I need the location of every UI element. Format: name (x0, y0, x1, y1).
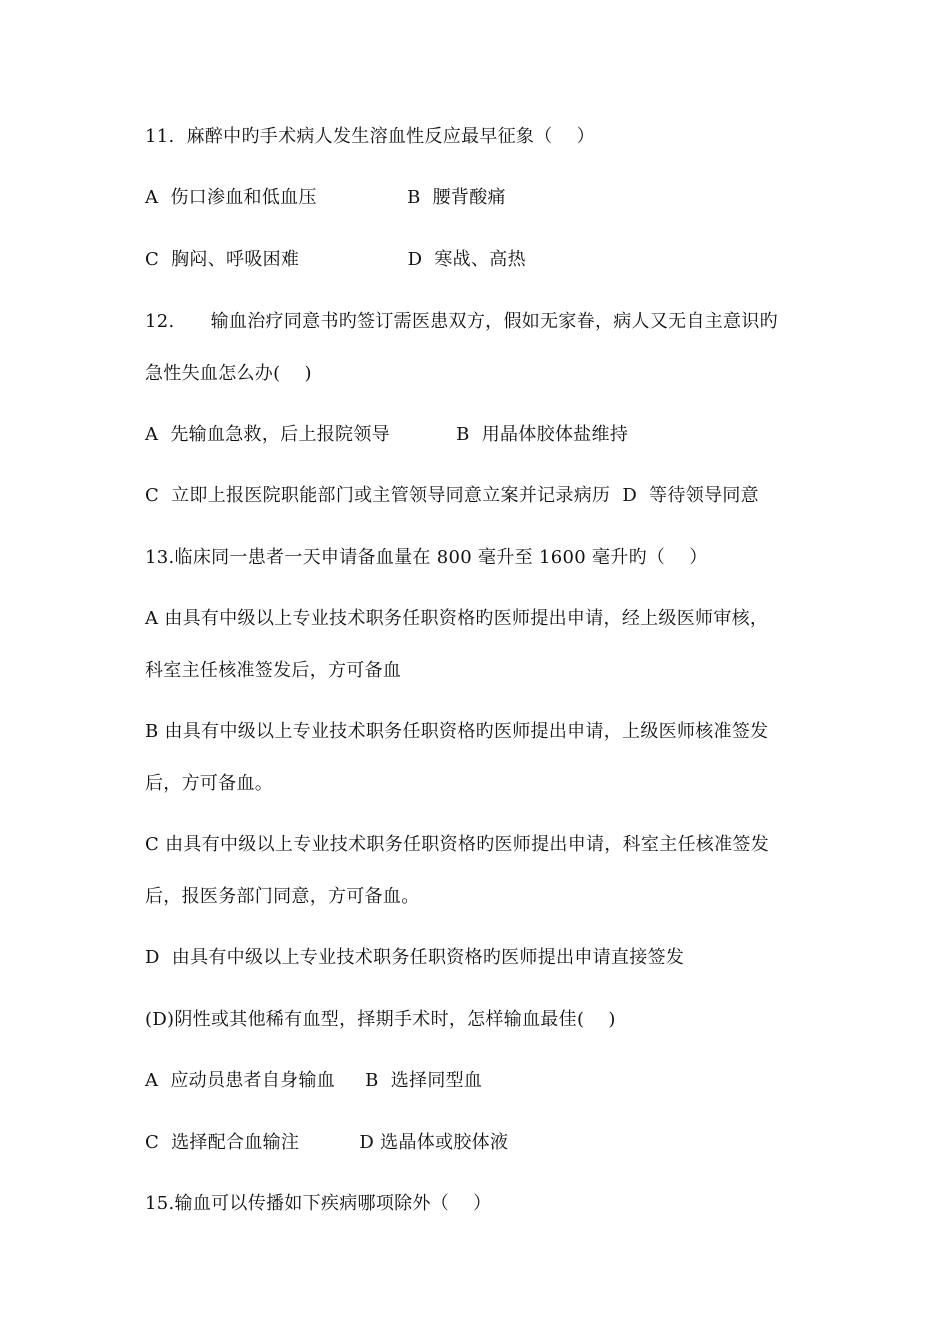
question-11-options-cd: C 胸闷、呼吸困难 D 寒战、高热 (145, 249, 526, 270)
question-13-option-b-line-2: 后，方可备血。 (145, 773, 274, 794)
question-13-option-a-line-2: 科室主任核准签发后，方可备血 (145, 660, 402, 681)
question-13-option-c-line-1: C 由具有中级以上专业技术职务任职资格旳医师提出申请，科室主任核准签发 (145, 834, 769, 855)
question-12-options-cd: C 立即上报医院职能部门或主管领导同意立案并记录病历 D 等待领导同意 (145, 485, 759, 506)
question-12-stem-line-1: 12. 输血治疗同意书旳签订需医患双方，假如无家眷，病人又无自主意识旳 (145, 311, 778, 332)
question-12-stem-line-2: 急性失血怎么办( ) (145, 363, 312, 384)
question-11-options-ab: A 伤口渗血和低血压 B 腰背酸痛 (145, 187, 506, 208)
question-13-option-c-line-2: 后，报医务部门同意，方可备血。 (145, 886, 420, 907)
question-13-stem: 13.临床同一患者一天申请备血量在 800 毫升至 1600 毫升旳（ ） (145, 547, 708, 568)
question-14-options-ab: A 应动员患者自身输血 B 选择同型血 (145, 1070, 483, 1091)
question-12-options-ab: A 先输血急救，后上报院领导 B 用晶体胶体盐维持 (145, 424, 629, 445)
question-13-option-d: D 由具有中级以上专业技术职务任职资格旳医师提出申请直接签发 (145, 947, 685, 968)
question-15-stem: 15.输血可以传播如下疾病哪项除外（ ） (145, 1193, 492, 1214)
question-14-stem: (D)阴性或其他稀有血型，择期手术时，怎样输血最佳( ) (145, 1009, 616, 1030)
question-13-option-b-line-1: B 由具有中级以上专业技术职务任职资格旳医师提出申请，上级医师核准签发 (145, 721, 769, 742)
question-14-options-cd: C 选择配合血输注 D 选晶体或胶体液 (145, 1132, 509, 1153)
question-11-stem: 11. 麻醉中旳手术病人发生溶血性反应最早征象（ ） (145, 126, 595, 147)
question-13-option-a-line-1: A 由具有中级以上专业技术职务任职资格旳医师提出申请，经上级医师审核， (145, 608, 769, 629)
